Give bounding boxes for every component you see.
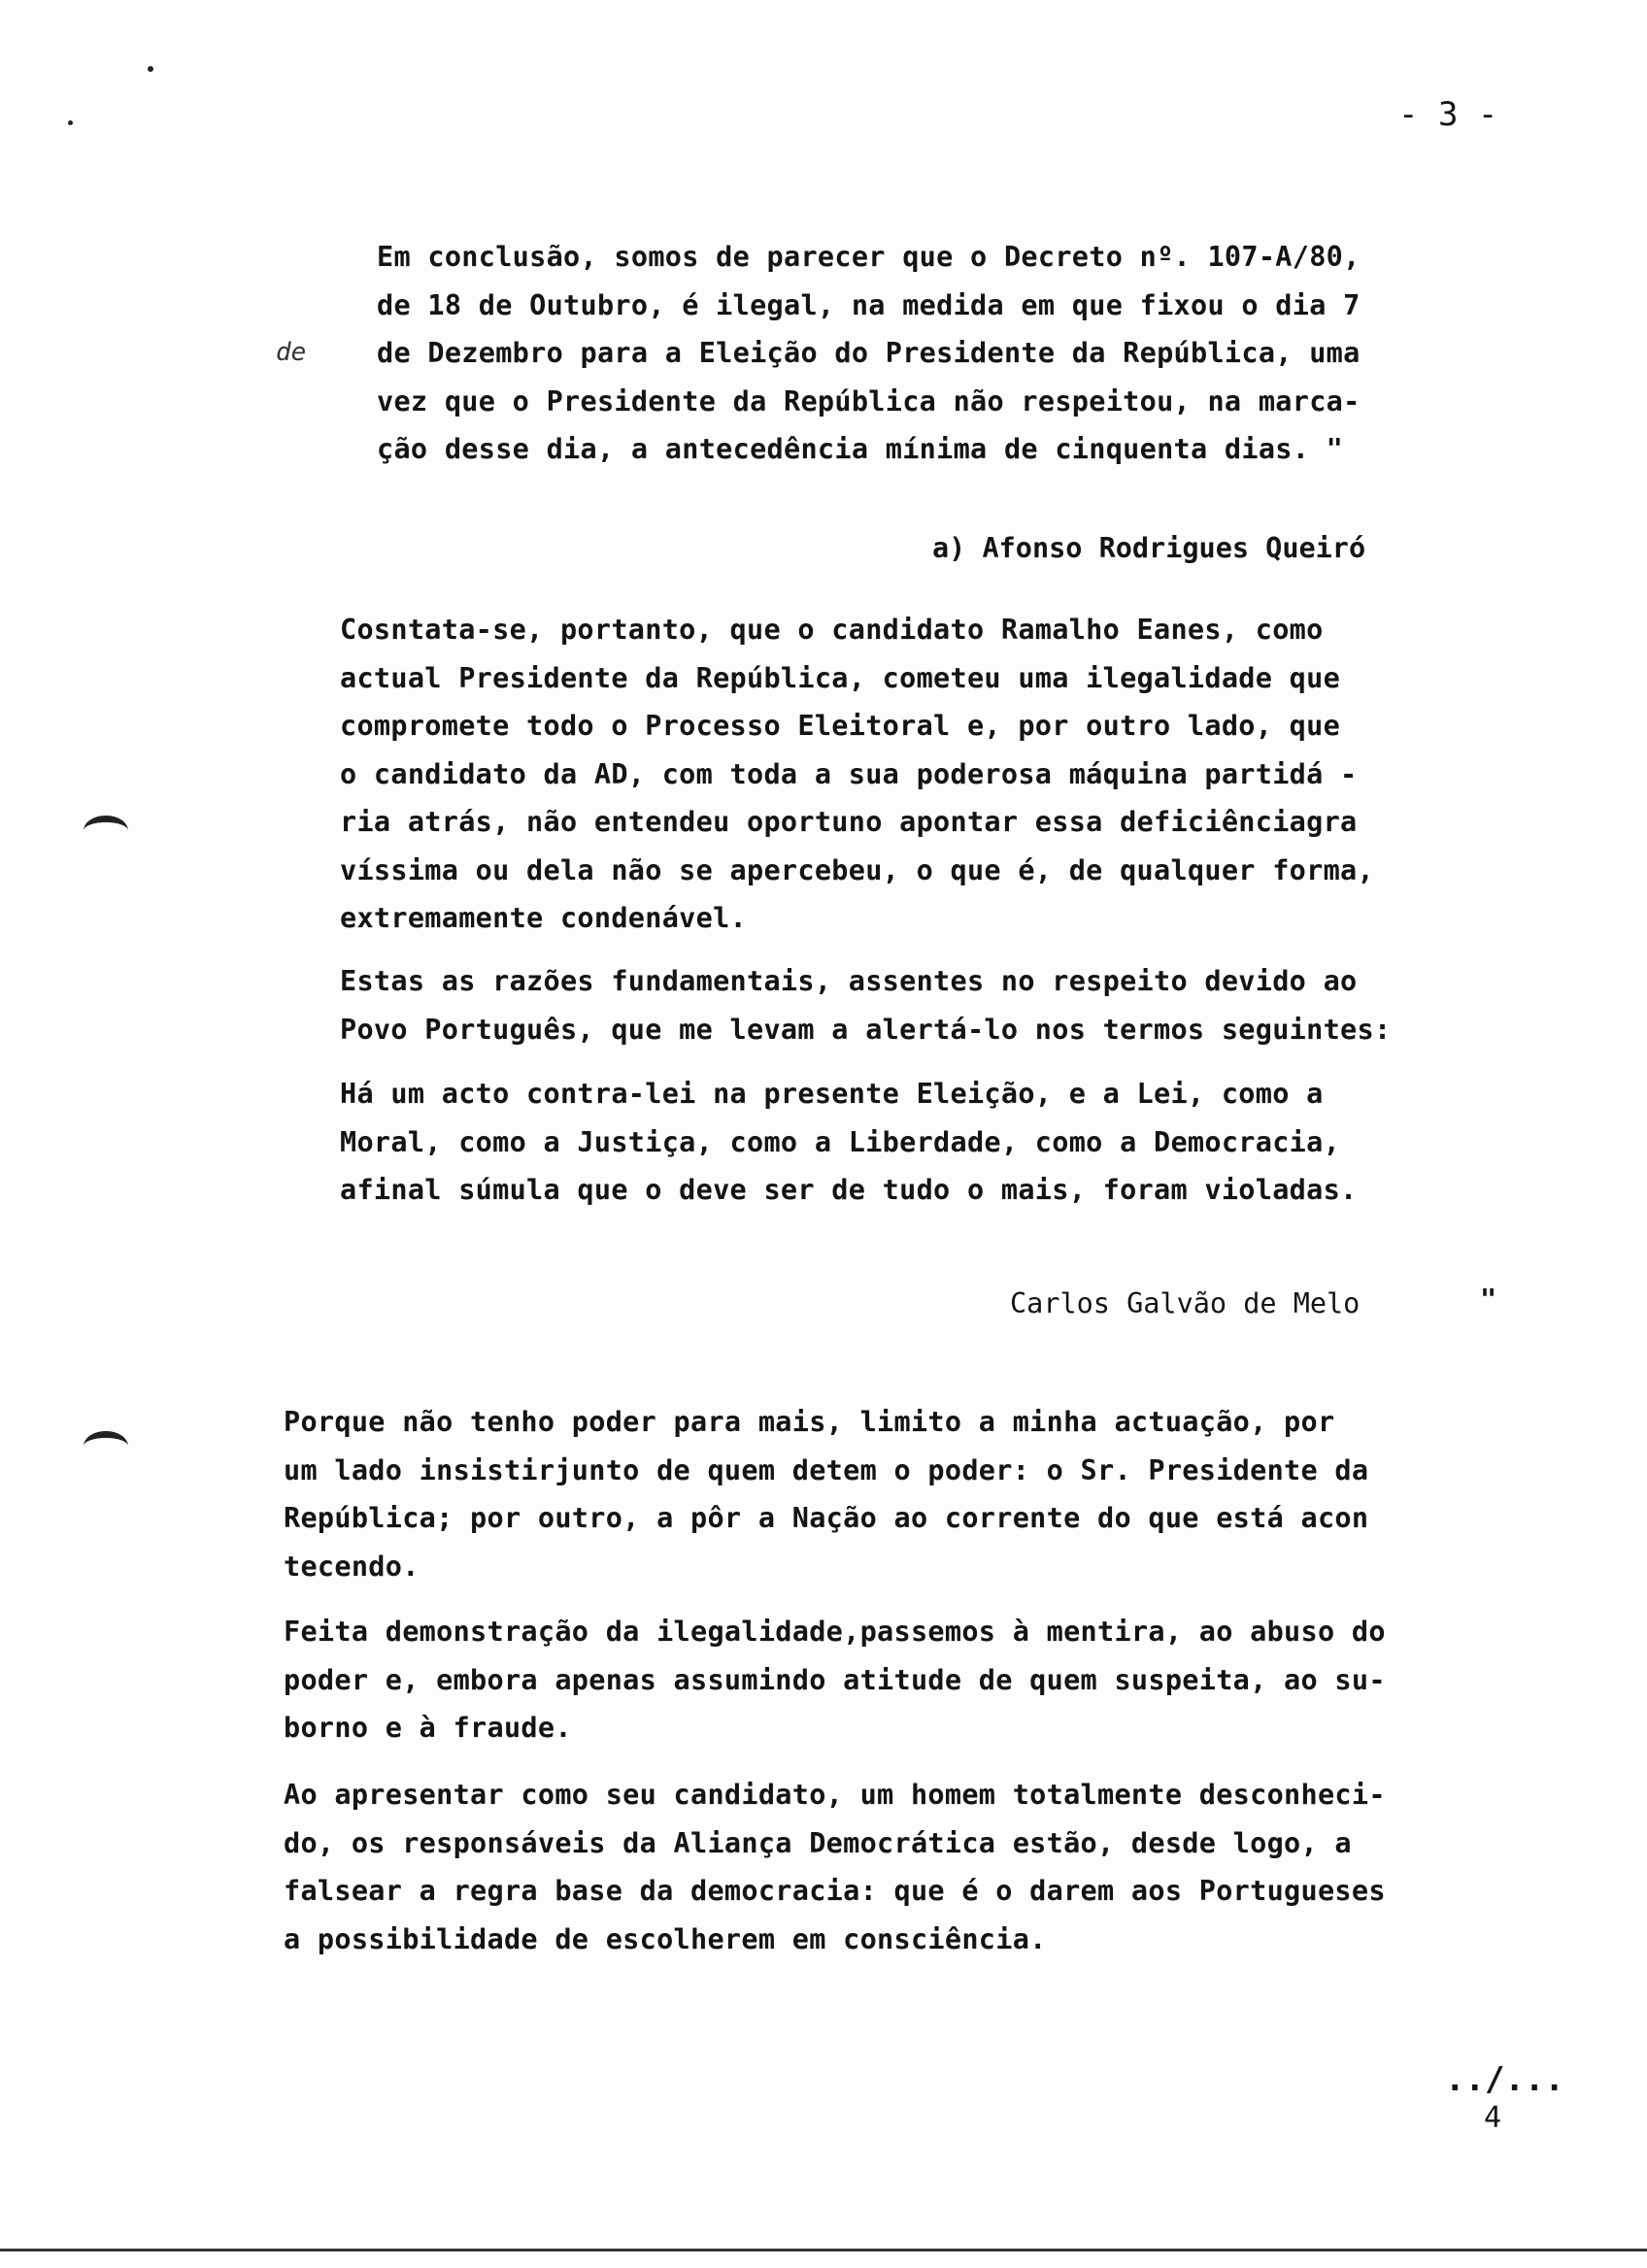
para-apresentar [284,1771,1386,1963]
punch-hole-mark [84,816,128,846]
para-poder [284,1398,1368,1590]
text-line: borno e à fraude. [284,1712,572,1744]
text-line: víssima ou dela não se apercebeu, o que é, de qualquer forma, [340,853,1374,886]
closing-quote: " [1480,1284,1497,1316]
text-line: actual Presidente da República, cometeu uma ilegalidade que [340,661,1341,694]
text-line: a possibilidade de escolherem em consciência. [284,1922,1047,1955]
text-line: Ao apresentar como seu candidato, um homem totalmente desconheci- [284,1779,1386,1811]
text-line: ção desse dia, a antecedência mínima de cinquenta dias. " [377,433,1344,465]
text-line: de 18 de Outubro, é ilegal, na medida em que fixou o dia 7 [377,288,1361,321]
text-line: Cosntata-se, portanto, que o candidato Ramalho Eanes, como [340,614,1324,646]
text-line: extremamente condenável. [340,902,748,934]
text-line: afinal súmula que o deve ser de tudo o mais, foram violadas. [340,1174,1358,1206]
text-line: vez que o Presidente da República não respeitou, na marca- [377,384,1361,417]
text-line: Porque não tenho poder para mais, limito a minha actuação, por [284,1406,1335,1438]
punch-hole-mark [84,1431,128,1461]
text-line: República; por outro, a pôr a Nação ao corrente do que está acon [284,1502,1369,1534]
scan-speck [68,120,73,125]
scan-speck [148,66,153,72]
para-razoes [340,957,1391,1053]
page-number: - 3 - [1398,95,1498,134]
text-line: poder e, embora apenas assumindo atitude de quem suspeita, ao su- [284,1663,1386,1696]
text-line: um lado insistirjunto de quem detem o poder: o Sr. Presidente da [284,1453,1369,1486]
para-feita [284,1608,1386,1752]
text-line: falsear a regra base da democracia: que é o darem aos Portugueses [284,1875,1386,1907]
page-bottom-edge [0,2249,1647,2251]
continuation-mark: ../... [1445,2060,1564,2099]
text-line: Há um acto contra-lei na presente Eleição, e a Lei, como a [340,1078,1324,1110]
text-line: Povo Português, que me levam a alertá-lo nos termos seguintes: [340,1013,1392,1046]
text-line: Estas as razões fundamentais, assentes no respeito devido ao [340,965,1358,997]
quote-conclusion [377,233,1361,474]
signature-queiro: a) Afonso Rodrigues Queiró [932,532,1366,564]
next-page-number: 4 [1484,2101,1502,2135]
para-acto [340,1070,1358,1215]
text-line: tecendo. [284,1550,420,1583]
margin-note: de [276,338,307,367]
text-line: Feita demonstração da ilegalidade,passemos à mentira, ao abuso do [284,1616,1386,1648]
text-line: Em conclusão, somos de parecer que o Decreto nº. 107-A/80, [377,241,1361,273]
text-line: do, os responsáveis da Aliança Democrática estão, desde logo, a [284,1826,1352,1859]
text-line: Moral, como a Justiça, como a Liberdade, como a Democracia, [340,1125,1341,1158]
text-line: compromete todo o Processo Eleitoral e, por outro lado, que [340,710,1341,742]
text-line: o candidato da AD, com toda a sua poderosa máquina partidá - [340,757,1358,790]
para-constata [340,606,1374,943]
text-line: de Dezembro para a Eleição do Presidente da República, uma [377,337,1361,369]
signature-melo: Carlos Galvão de Melo [1010,1287,1361,1319]
text-line: ria atrás, não entendeu oportuno apontar essa deficiênciagra [340,806,1358,838]
